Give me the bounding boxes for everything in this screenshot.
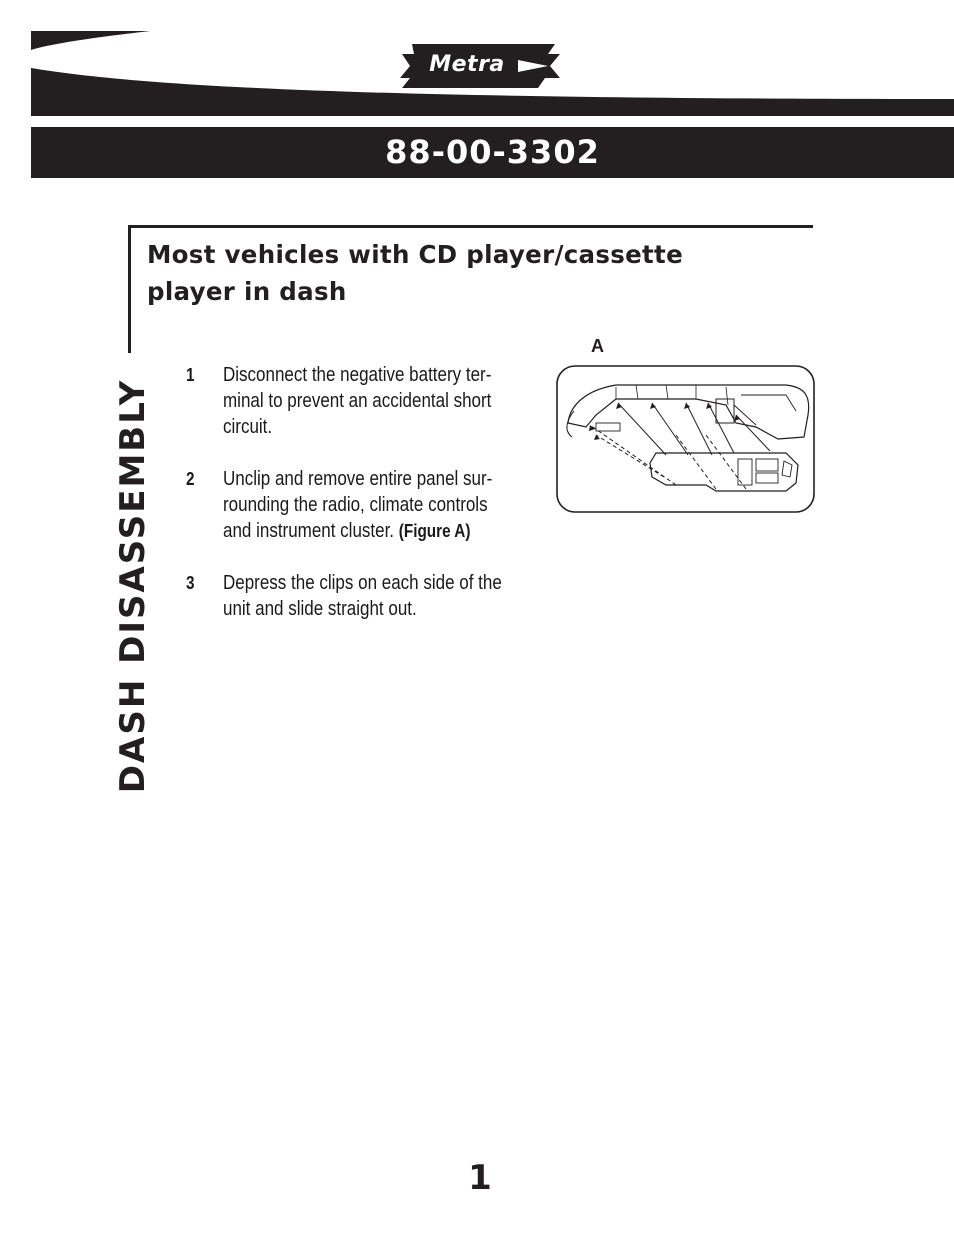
part-number-bar xyxy=(31,127,954,178)
step-line: Depress the clips on each side of the xyxy=(223,572,502,594)
brand-name: Metra xyxy=(429,52,505,77)
section-top-rule xyxy=(128,225,813,228)
part-number: 88-00-3302 xyxy=(385,133,600,171)
step-line xyxy=(223,518,546,544)
step-item xyxy=(186,362,546,440)
step-number: 2 xyxy=(186,469,195,489)
step-item xyxy=(186,570,546,622)
step-item xyxy=(186,466,546,544)
step-line: Disconnect the negative battery ter- xyxy=(223,364,492,386)
figure-label: A xyxy=(591,336,604,356)
section-title-line-2: player in dash xyxy=(147,277,347,306)
step-line: Unclip and remove entire panel sur- xyxy=(223,468,493,490)
step-line: circuit. xyxy=(223,416,273,438)
step-text xyxy=(223,570,546,622)
side-label-container xyxy=(113,360,153,812)
step-line-text: and instrument cluster. xyxy=(223,520,399,542)
section-title-line-1: Most vehicles with CD player/cassette xyxy=(147,240,683,269)
dash-panel-removal-illustration xyxy=(556,365,815,513)
step-number: 1 xyxy=(186,365,195,385)
side-label-dash-disassembly: DASH DISASSEMBLY xyxy=(113,378,153,794)
section-left-rule xyxy=(128,225,131,353)
steps-list xyxy=(186,362,546,648)
step-text xyxy=(223,362,546,440)
step-text xyxy=(223,466,546,544)
step-line: minal to prevent an accidental short xyxy=(223,390,492,412)
step-number: 3 xyxy=(186,573,195,593)
step-line: rounding the radio, climate controls xyxy=(223,494,488,516)
figure-reference: (Figure A) xyxy=(398,521,471,541)
section-title xyxy=(147,236,827,310)
step-line: unit and slide straight out. xyxy=(223,598,417,620)
page-number: 1 xyxy=(468,1158,492,1198)
